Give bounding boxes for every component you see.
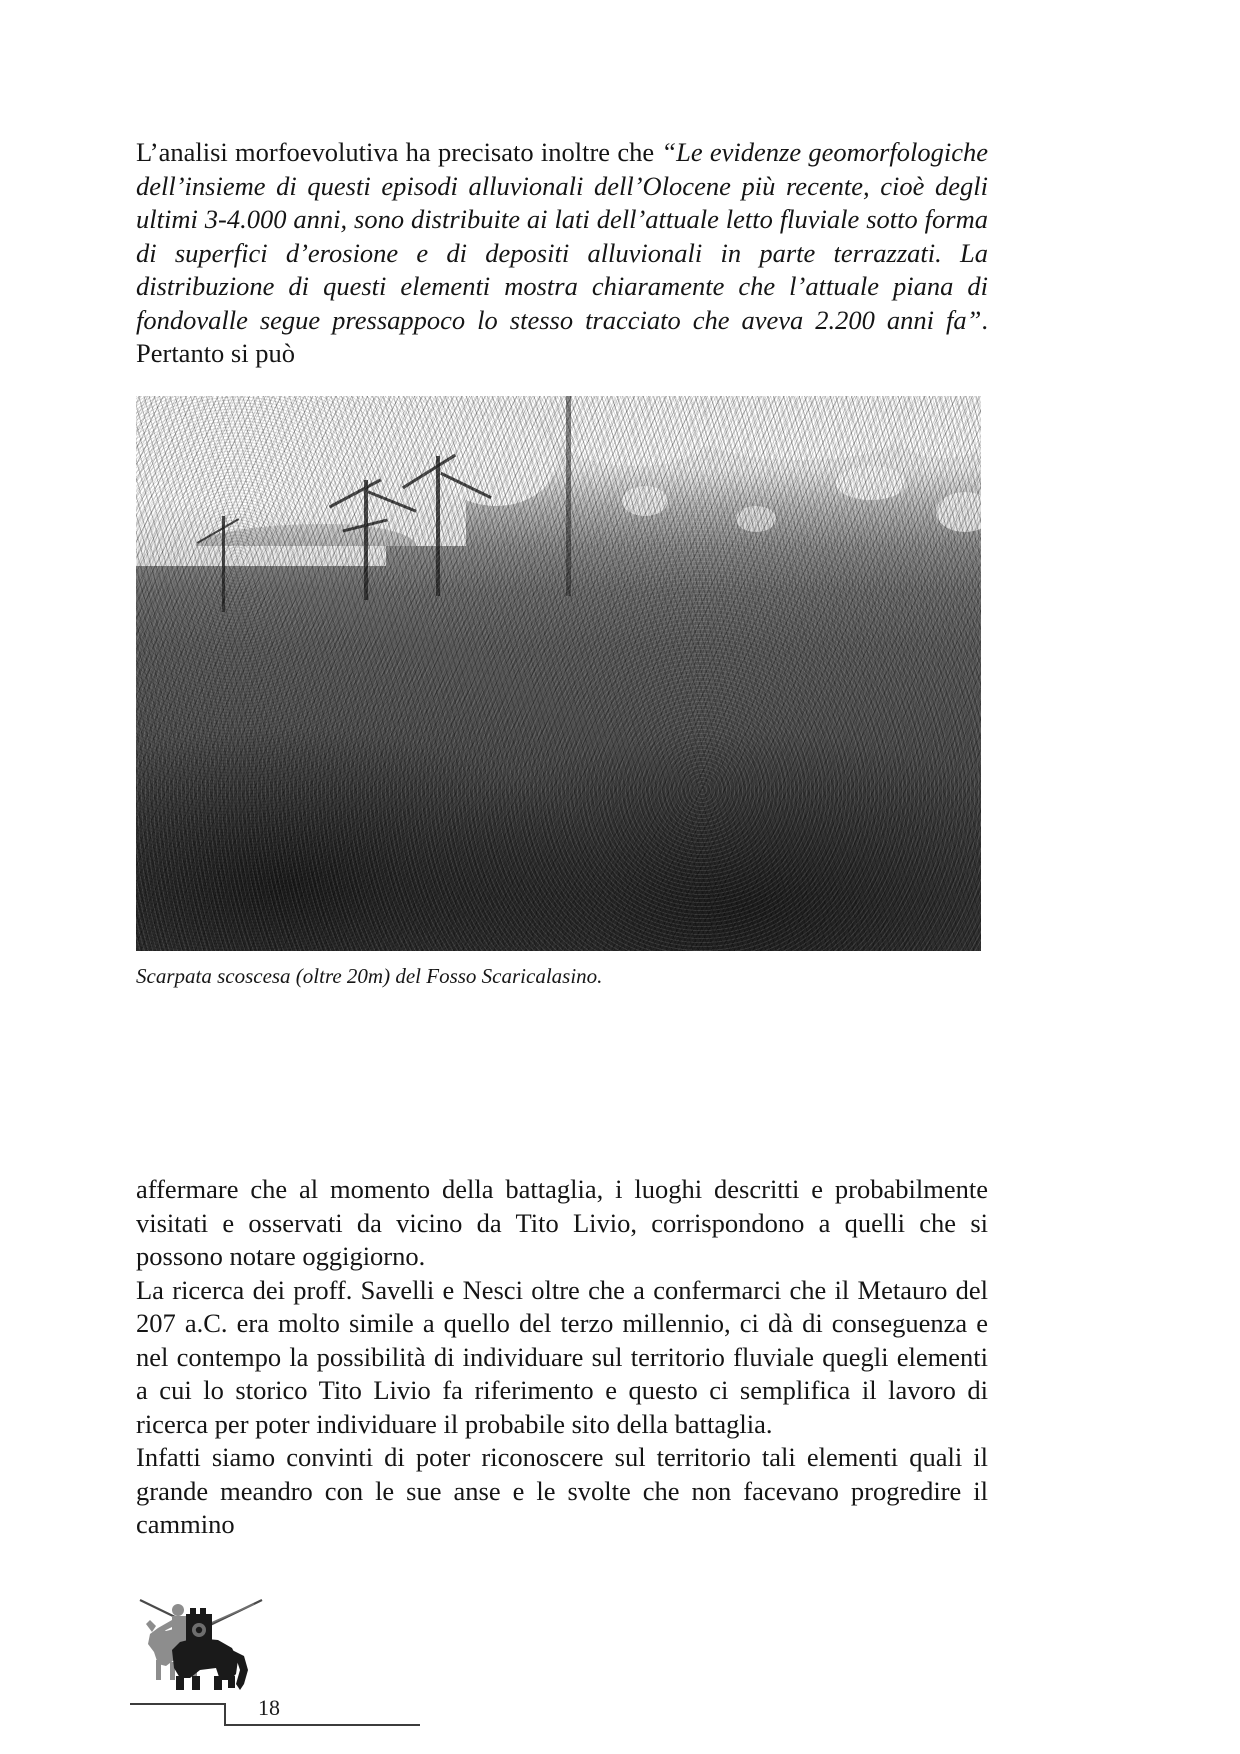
photo-film-grain (136, 396, 981, 951)
intro-tail-text: . Pertanto si può (136, 304, 988, 368)
body-paragraph: affermare che al momento della battaglia, i luoghi descritti e probabilmente visitati e osservati da vicino da Tito Livio, corrispondono a quelli che si possono notare oggigiorno. (136, 1174, 988, 1271)
body-paragraph: La ricerca dei proff. Savelli e Nesci oltre che a confermarci che il Metauro del 207 a.C. era molto simile a quello del terzo millennio, ci dà di conseguenza e nel contempo la possibilità di individuare sul territorio fluviale quegli elementi a cui lo storico Tito Livio fa riferimento e questo ci semplifica il lavoro di ricerca per poter individuare il probabile sito della battaglia. (136, 1274, 988, 1439)
intro-quoted-text: “Le evidenze geomorfologiche dell’insieme di questi episodi alluvionali dell’Olocene più recente, cioè degli ultimi 3-4.000 anni, sono distribuite ai lati dell’attuale letto fluviale sotto forma di superfici d’erosione e di depositi alluvionali in parte terrazzati. La distribuzione di questi elementi mostra chiaramente che l’attuale piana di fondovalle segue pressappoco lo stesso tracciato che aveva 2.200 anni fa” (136, 137, 988, 335)
figure-caption: Scarpata scoscesa (oltre 20m) del Fosso Scaricalasino. (136, 964, 603, 988)
photograph-steep-slope (136, 396, 981, 951)
horseman-and-elephant-icon (136, 1598, 266, 1706)
body-paragraph: Infatti siamo convinti di poter riconoscere sul territorio tali elementi quali il grande meandro con le sue anse e le svolte che non facevano progredire il cammino (136, 1442, 988, 1539)
intro-lead-text: L’analisi morfoevolutiva ha precisato inoltre che (136, 137, 662, 167)
footer-rule-step (224, 1703, 226, 1725)
body-text-block (136, 1173, 988, 1542)
footer-rule-lower (224, 1724, 420, 1726)
figure-scarpata (136, 396, 981, 989)
page-footer (136, 1598, 456, 1728)
intro-paragraph (136, 136, 988, 371)
footer-rule-upper (130, 1703, 226, 1705)
intro-paragraph-text (136, 136, 988, 371)
page-number: 18 (258, 1695, 280, 1720)
